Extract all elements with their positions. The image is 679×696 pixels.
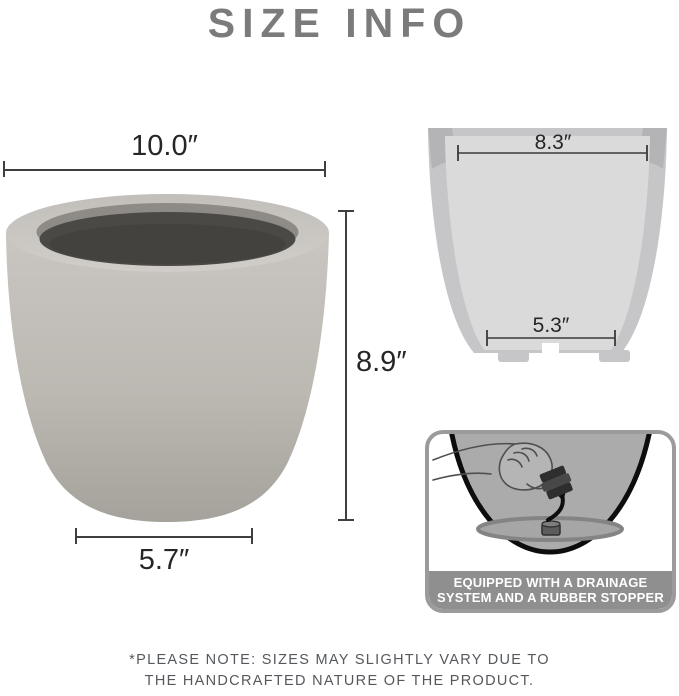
pot-width-tick-right: [324, 161, 326, 177]
pot-interior-floor: [50, 224, 286, 264]
cross-section-drain-notch: [542, 343, 559, 354]
pot-body: [6, 233, 329, 522]
planter-pot-photo: [2, 192, 334, 534]
cross-section-bottom-width-label: 5.3″: [532, 314, 570, 337]
pot-base-dimension-line: [75, 536, 253, 538]
pot-base-tick-left: [75, 528, 77, 544]
pot-base-tick-right: [251, 528, 253, 544]
pot-height-label: 8.9″: [356, 346, 407, 378]
cross-section-foot-left: [498, 350, 529, 362]
footer-note: [0, 650, 679, 692]
pot-width-dimension-line: [3, 169, 326, 171]
footer-note-line1: *PLEASE NOTE: SIZES MAY SLIGHTLY VARY DUE TO: [129, 652, 550, 668]
rubber-stopper-icon: [542, 521, 560, 535]
pot-width-tick-left: [3, 161, 5, 177]
drainage-caption-line1: EQUIPPED WITH A DRAINAGE: [453, 575, 648, 590]
drainage-caption-line2: SYSTEM AND A RUBBER STOPPER: [437, 590, 664, 605]
pot-height-tick-bottom: [338, 519, 354, 521]
pot-height-tick-top: [338, 210, 354, 212]
page-title: SIZE INFO: [207, 0, 472, 46]
drainage-illustration: [429, 434, 672, 575]
footer-note-line2: THE HANDCRAFTED NATURE OF THE PRODUCT.: [144, 673, 535, 689]
drainage-caption-banner: [429, 571, 672, 609]
pot-base-label: 5.7″: [138, 544, 190, 576]
pot-width-label: 10.0″: [131, 130, 198, 162]
pot-height-dimension-line: [345, 211, 347, 520]
drainage-feature-card: [425, 430, 676, 613]
cross-section-top-width-label: 8.3″: [534, 131, 572, 154]
cross-section-diagram: [425, 120, 670, 366]
cross-section-foot-right: [599, 350, 630, 362]
